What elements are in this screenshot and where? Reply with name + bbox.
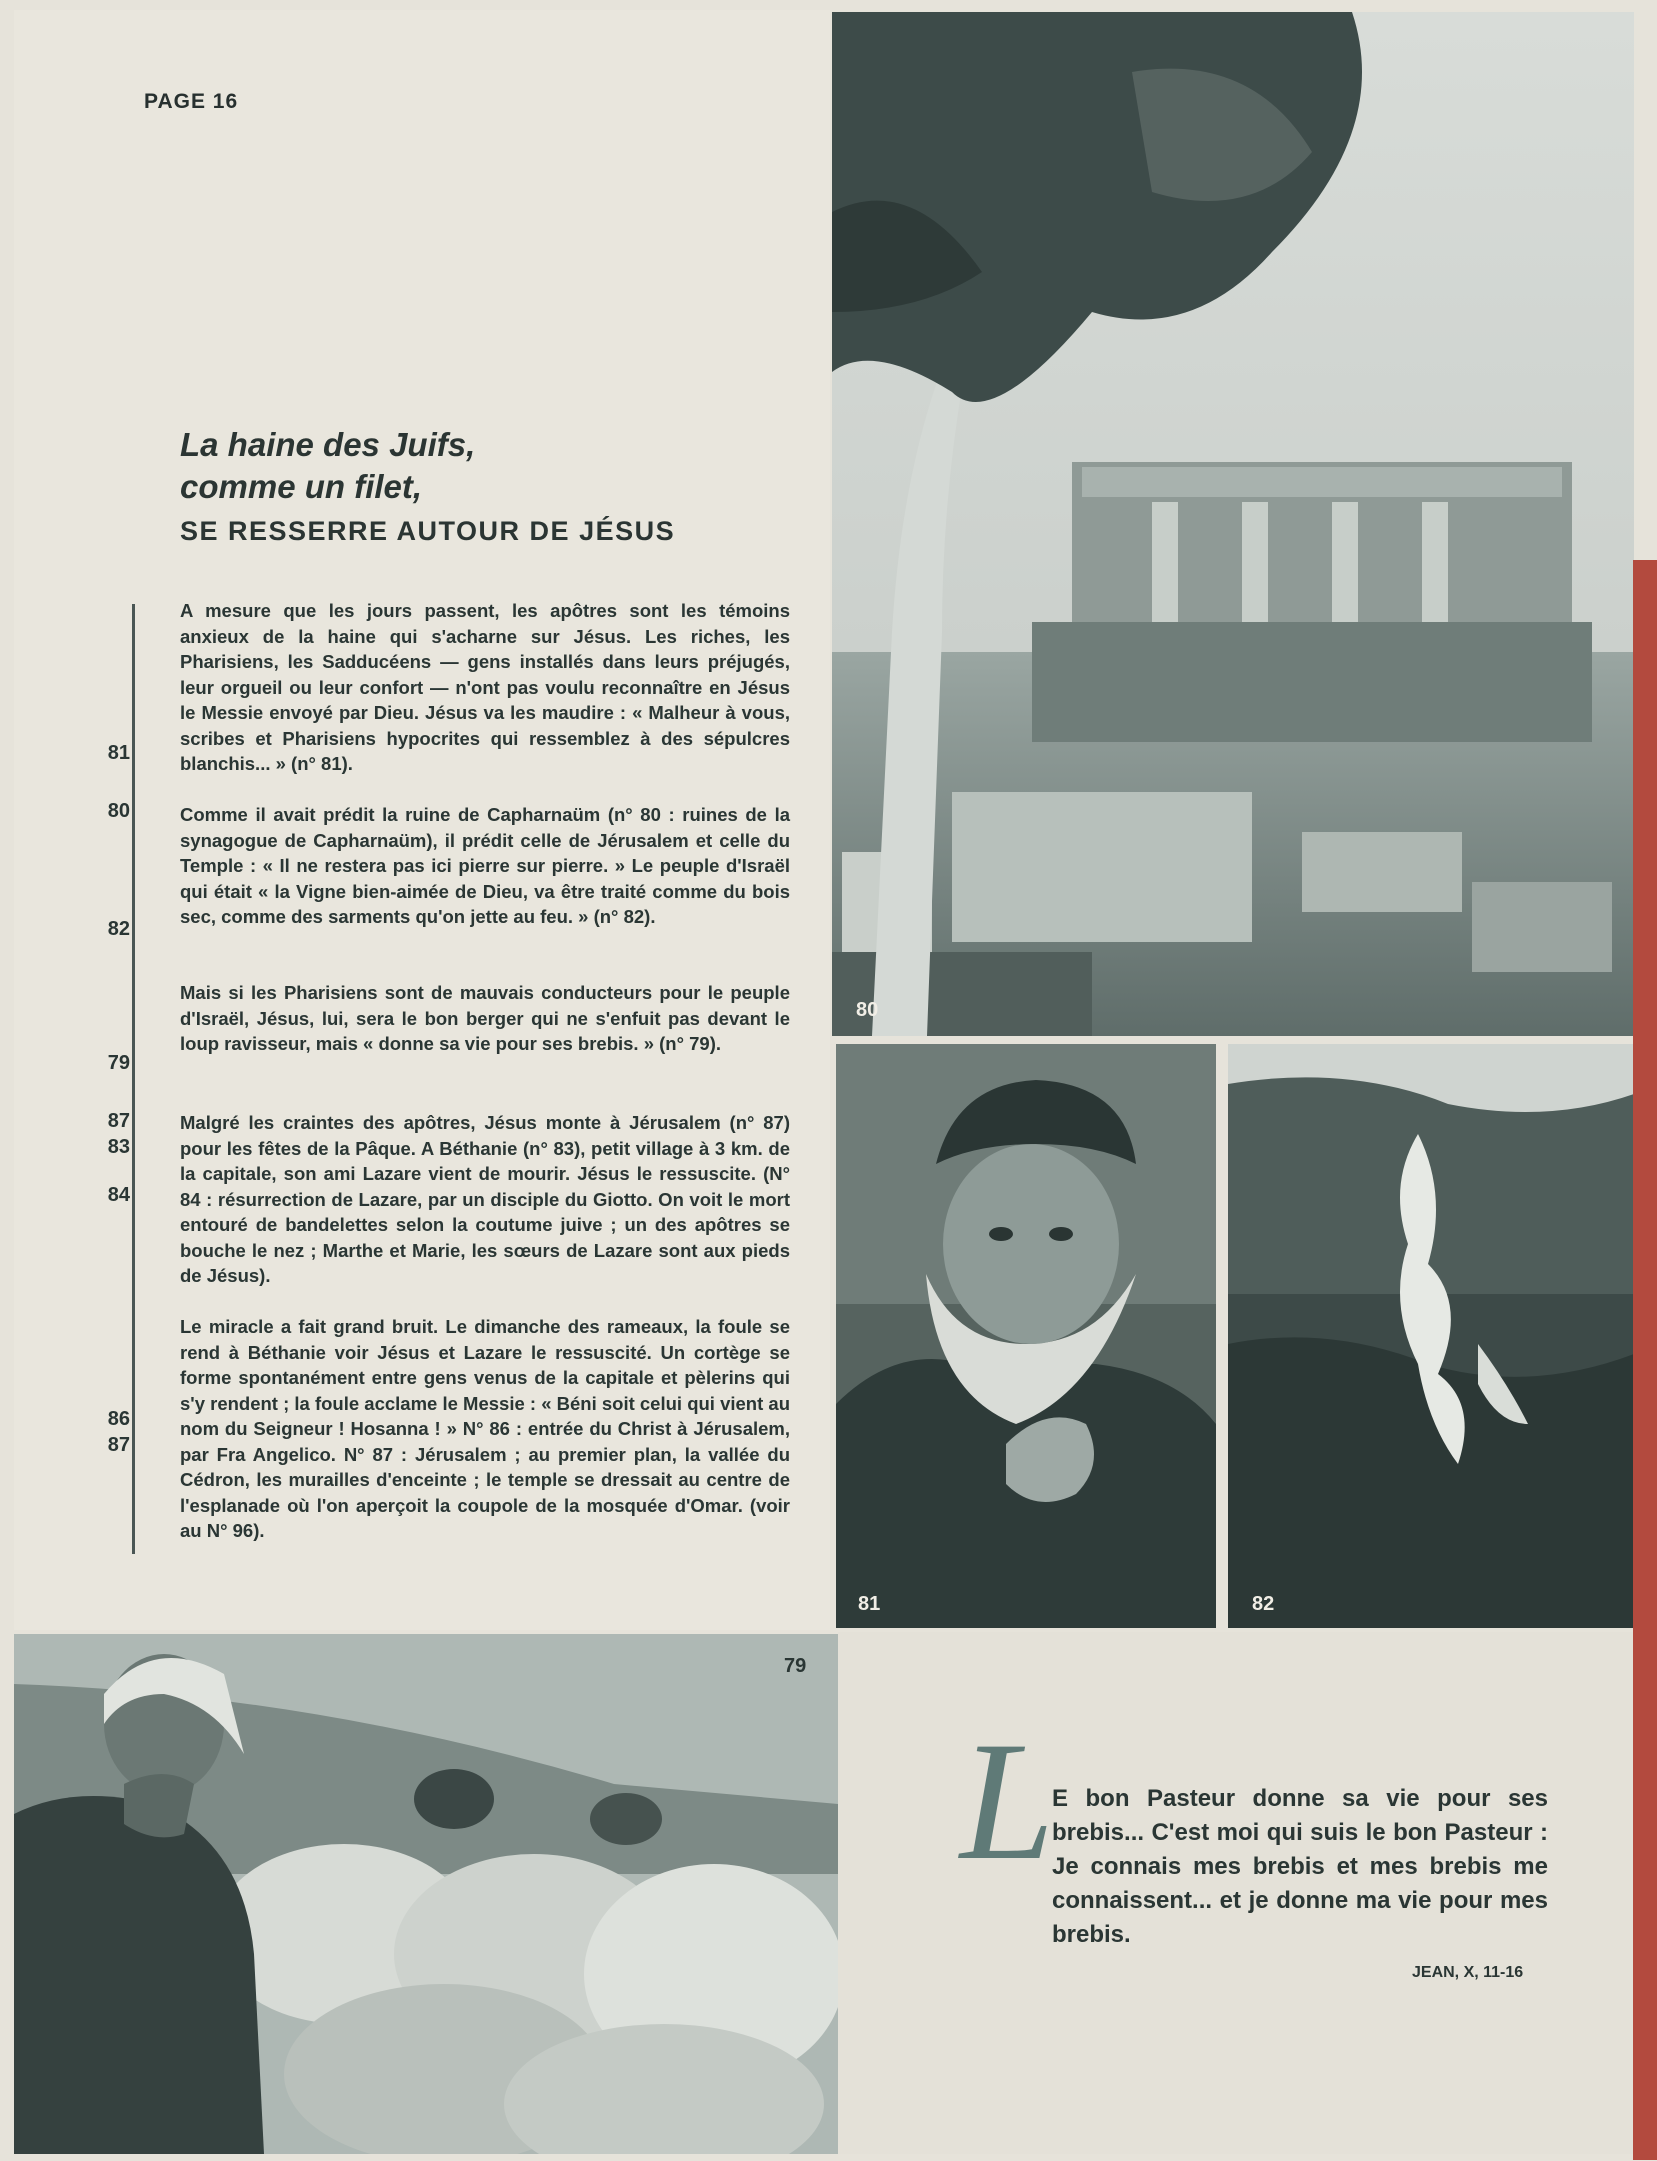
headline-line-1: La haine des Juifs,	[180, 426, 476, 463]
gospel-quote: E bon Pasteur donne sa vie pour ses brebis... C'est moi qui suis le bon Pasteur : Je connais mes brebis et mes brebis me connaissent... et je donne ma vie pour mes brebis.	[1052, 1785, 1548, 1948]
fire-illustration	[1228, 1044, 1634, 1628]
paragraph-3: Mais si les Pharisiens sont de mauvais conducteurs pour le peuple d'Israël, Jésus, lui, sera le bon berger qui ne s'enfuit pas devant le loup ravisseur, mais « donne sa vie pour ses brebis. » (n° 79).	[180, 982, 790, 1054]
quote-reference: JEAN, X, 11-16	[1412, 1964, 1524, 1981]
paragraph-1: A mesure que les jours passent, les apôtres sont les témoins anxieux de la haine qui s'acharne sur Jésus. Les riches, les Pharisiens, les Sadducéens — gens installés dans leurs préjugés, leur orgueil ou leur confort — n'ont pas voulu reconnaître en Jésus le Messie envoyé par Dieu. Jésus va les maudire : « Malheur à vous, scribes et Pharisiens hypocrites qui ressemblez à des sépulcres blanchis... » (n° 81).	[180, 600, 790, 774]
page-number: PAGE 16	[144, 90, 239, 113]
old-man-illustration	[836, 1044, 1216, 1628]
paragraph-4: Malgré les craintes des apôtres, Jésus monte à Jérusalem (n° 87) pour les fêtes de la Pâque. A Béthanie (n° 83), petit village à 3 km. de la capitale, son ami Lazare vient de mourir. Jésus le ressuscite. (N° 84 : résurrection de Lazare, par un disciple du Giotto. On voit le mort entouré de bandelettes selon la coutume juive ; un des apôtres se bouche le nez ; Marthe et Marie, les sœurs de Lazare sont aux pieds de Jésus).	[180, 1112, 790, 1286]
quote-dropcap: L	[960, 1707, 1055, 1895]
margin-ref-86: 86	[107, 1408, 130, 1430]
margin-ref-87b: 87	[107, 1434, 130, 1456]
shepherd-illustration	[14, 1634, 838, 2154]
margin-ref-81: 81	[107, 742, 130, 764]
headline-line-3: SE RESSERRE AUTOUR DE JÉSUS	[180, 516, 676, 546]
ruins-illustration	[832, 12, 1634, 1036]
article-headline	[180, 424, 800, 554]
photo-label-81: 81	[858, 1593, 881, 1615]
margin-ref-82: 82	[107, 918, 130, 940]
margin-ref-83: 83	[107, 1136, 130, 1158]
photo-label-80: 80	[856, 999, 879, 1021]
photo-label-79: 79	[784, 1655, 807, 1677]
page-edge-tab	[1633, 560, 1657, 2160]
headline-line-2: comme un filet,	[180, 468, 423, 505]
photo-burning-vines	[1228, 1044, 1634, 1628]
photo-old-man	[836, 1044, 1216, 1628]
margin-ref-84: 84	[107, 1184, 130, 1206]
margin-ref-80: 80	[107, 800, 130, 822]
photo-synagogue-ruins	[832, 12, 1634, 1036]
photo-label-82: 82	[1252, 1593, 1275, 1615]
margin-rule	[132, 604, 135, 1554]
paragraph-2: Comme il avait prédit la ruine de Capharnaüm (n° 80 : ruines de la synagogue de Capharnaüm), il prédit celle de Jérusalem et celle du Temple : « Il ne restera pas ici pierre sur pierre. » Le peuple d'Israël qui était « la Vigne bien-aimée de Dieu, va être traité comme du bois sec, comme des sarments qu'on jette au feu. » (n° 82).	[180, 804, 790, 927]
paragraph-5: Le miracle a fait grand bruit. Le dimanche des rameaux, la foule se rend à Béthanie voir Jésus et Lazare le ressuscité. Un cortège se forme spontanément entre gens venus de la capitale et pèlerins qui s'y rendent ; la foule acclame le Messie : « Béni soit celui qui vient au nom du Seigneur ! Hosanna ! » N° 86 : entrée du Christ à Jérusalem, par Fra Angelico. N° 87 : Jérusalem ; au premier plan, la vallée du Cédron, les murailles d'enceinte ; le temple se dressait au centre de l'esplanade où l'on aperçoit la coupole de la mosquée d'Omar. (voir au N° 96).	[180, 1316, 790, 1541]
photo-shepherd	[14, 1634, 838, 2154]
margin-ref-79: 79	[107, 1052, 130, 1074]
margin-ref-87: 87	[107, 1110, 130, 1132]
